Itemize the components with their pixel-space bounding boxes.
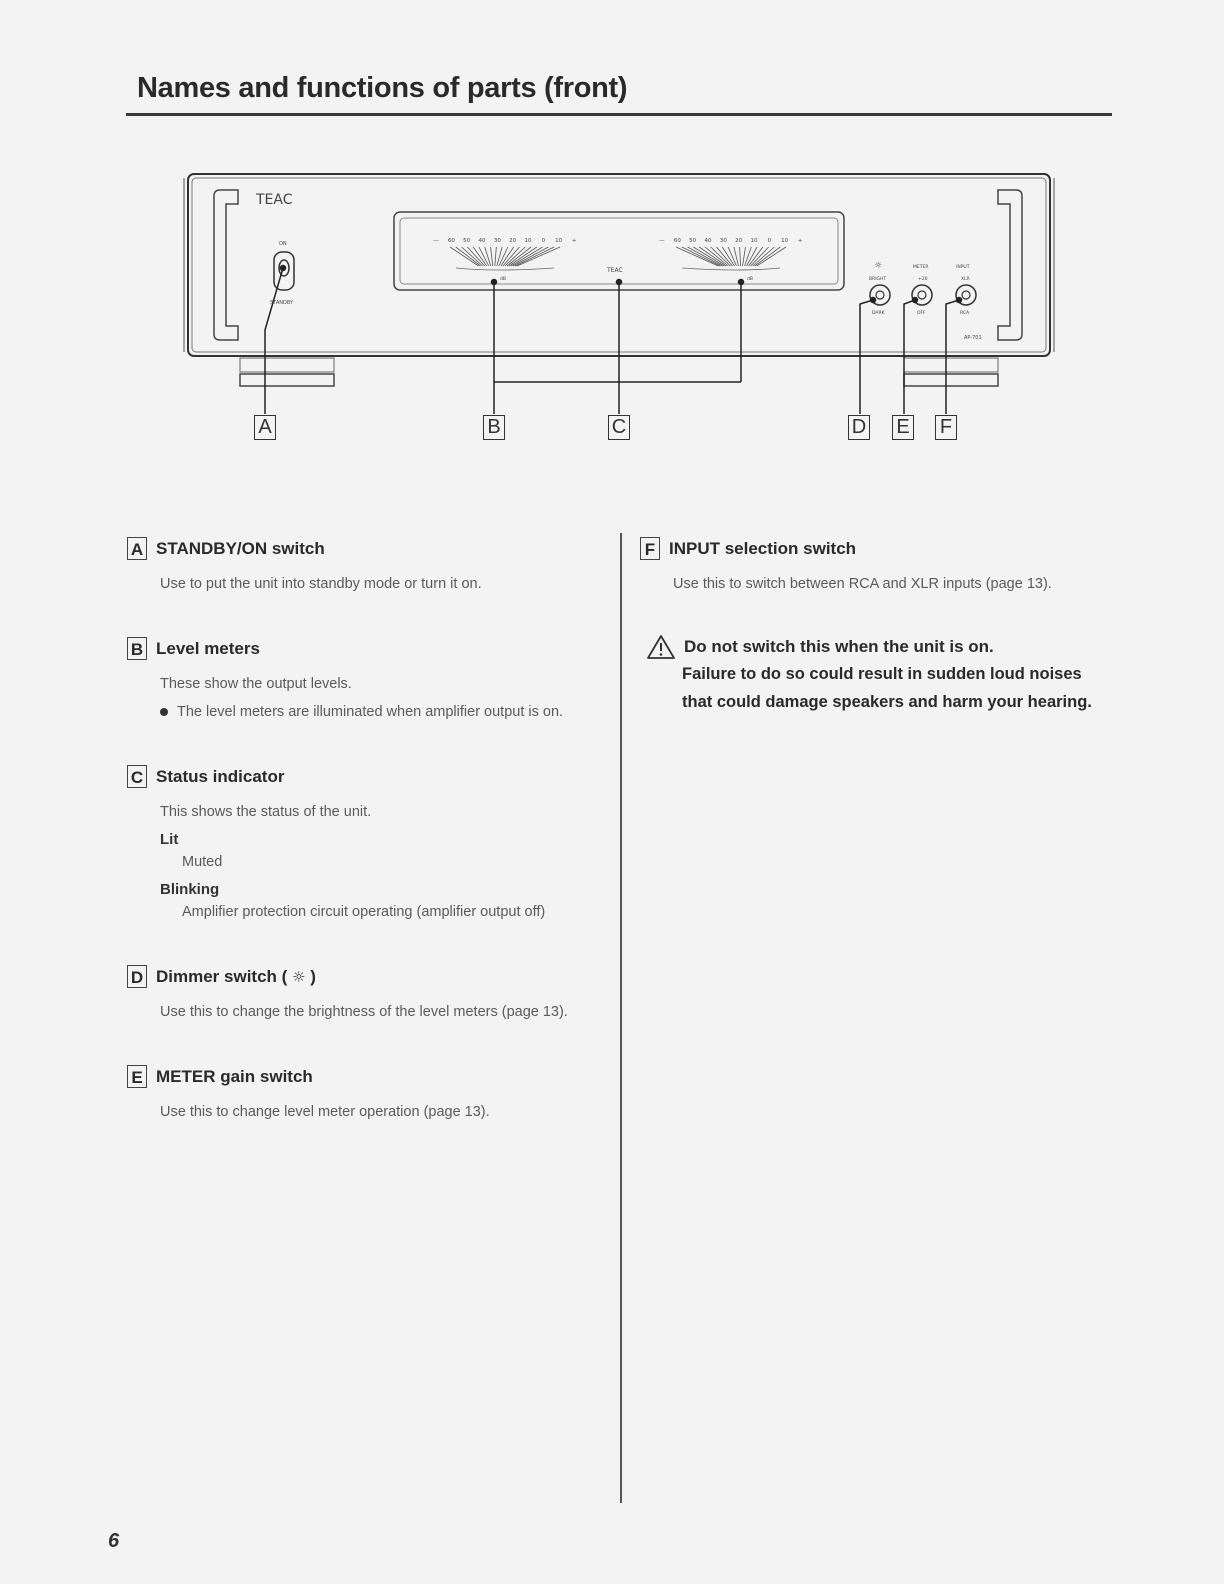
- dimmer-bottom-label: DARK: [872, 311, 885, 316]
- meter-scale-label: 0: [767, 238, 772, 244]
- meter-tick: [456, 247, 481, 266]
- meter-arc: [456, 268, 554, 270]
- meter-scale-label: +: [571, 238, 577, 244]
- left-foot: [240, 374, 334, 386]
- section-body: Use this to switch between RCA and XLR inputs (page 13).: [673, 576, 1052, 592]
- meter-scale-label: 30: [719, 238, 727, 244]
- section-title: Dimmer switch (: [156, 966, 288, 986]
- term-lit-desc: Muted: [182, 854, 223, 870]
- meter-tick: [515, 247, 554, 266]
- section-body: Use this to change level meter operation (page 13).: [160, 1104, 490, 1120]
- section-body: Use to put the unit into standby mode or turn it on.: [160, 576, 482, 592]
- meter-tick: [682, 247, 720, 266]
- meter-scale-label: 50: [463, 238, 471, 244]
- section-title: STANDBY/ON switch: [156, 538, 325, 558]
- section-body: This shows the status of the unit.: [160, 804, 372, 820]
- input-top-label: XLR: [961, 277, 970, 282]
- meter-scale-label: +: [797, 238, 803, 244]
- page-number: 6: [108, 1530, 120, 1552]
- section-letter: F: [640, 537, 660, 560]
- meter-db-label: dB: [747, 277, 753, 282]
- meter-bottom-label: OFF: [917, 311, 926, 316]
- warning-title: Do not switch this when the unit is on.: [684, 637, 994, 656]
- column-divider: [620, 533, 622, 1503]
- front-panel-diagram: [0, 0, 1224, 460]
- brand-logo: TEAC: [256, 192, 293, 208]
- meter-scale-label: 0: [541, 238, 546, 244]
- meter-tick: [676, 247, 718, 266]
- term-lit: Lit: [160, 831, 179, 848]
- right-handle: [998, 190, 1022, 340]
- section-title: METER gain switch: [156, 1066, 313, 1086]
- meter-tick: [751, 247, 769, 266]
- sun-icon: ☼: [874, 261, 883, 271]
- leader-lines: [265, 266, 962, 415]
- input-bottom-label: RCA: [960, 311, 970, 316]
- warning-triangle-icon: [646, 634, 676, 660]
- warning-line-2: that could damage speakers and harm your hearing.: [682, 693, 1092, 711]
- meter-scale-label: 20: [509, 238, 517, 244]
- input-title-label: INPUT: [956, 265, 970, 270]
- meter-scale-label: 20: [735, 238, 743, 244]
- section-letter: E: [127, 1065, 147, 1088]
- meter-scale-label: 10: [524, 238, 532, 244]
- meter-scale-label: —: [433, 238, 439, 244]
- callout-b: B: [483, 415, 505, 440]
- meter-db-label: dB: [500, 277, 506, 282]
- section-title: Level meters: [156, 638, 260, 658]
- meter-tick: [513, 247, 548, 266]
- meter-tick: [740, 247, 741, 266]
- callout-e: E: [892, 415, 914, 440]
- section-meter-gain-switch: [127, 1065, 490, 1122]
- section-letter: A: [127, 537, 147, 560]
- meter-tick: [734, 247, 739, 266]
- meter-scale-label: 40: [478, 238, 486, 244]
- meter-tick: [755, 247, 780, 266]
- meter-scale-label: 10: [555, 238, 563, 244]
- section-title: INPUT selection switch: [669, 538, 857, 558]
- meter-tick: [467, 247, 484, 266]
- sun-icon: ☼: [292, 967, 306, 986]
- section-letter: B: [127, 637, 147, 660]
- section-letter: C: [127, 765, 147, 788]
- meter-tick: [743, 247, 746, 266]
- callout-c: C: [608, 415, 630, 440]
- bullet-text: The level meters are illuminated when amplifier output is on.: [177, 704, 564, 720]
- meter-tick: [485, 247, 491, 266]
- meter-scale-label: 60: [673, 238, 681, 244]
- section-title: Status indicator: [156, 766, 285, 786]
- power-standby-label: STANDBY: [270, 300, 294, 306]
- callout-f: F: [935, 415, 957, 440]
- meter-top-label: +20: [918, 277, 928, 282]
- section-body: Use this to change the brightness of the level meters (page 13).: [160, 1004, 568, 1020]
- callout-a: A: [254, 415, 276, 440]
- meter-scale-label: 40: [704, 238, 712, 244]
- section-title-end: ): [310, 966, 316, 986]
- meter-scale-label: 30: [493, 238, 501, 244]
- meter-scale-label: 60: [447, 238, 455, 244]
- right-level-meter: [659, 238, 802, 282]
- left-handle: [214, 190, 238, 340]
- meter-scale-label: 10: [750, 238, 758, 244]
- meter-tick: [501, 247, 514, 266]
- callout-d: D: [848, 415, 870, 440]
- meter-tick: [497, 247, 502, 266]
- term-blinking-desc: Amplifier protection circuit operating (amplifier output off): [182, 904, 546, 920]
- section-status-indicator: [127, 765, 545, 922]
- page-title: Names and functions of parts (front): [137, 72, 628, 104]
- section-dimmer-switch: [127, 965, 568, 1022]
- power-on-label: ON: [279, 241, 287, 247]
- section-body: These show the output levels.: [160, 676, 352, 692]
- section-letter: D: [127, 965, 147, 988]
- model-label: AP-701: [964, 335, 982, 341]
- left-level-meter: [433, 238, 576, 282]
- meter-scale-label: 10: [781, 238, 789, 244]
- meter-tick: [499, 247, 508, 266]
- meter-scale-label: 50: [689, 238, 697, 244]
- meter-scale-label: —: [659, 238, 665, 244]
- bullet-icon: [160, 708, 168, 716]
- section-standby-switch: [127, 537, 482, 594]
- meter-tick: [491, 247, 493, 266]
- dimmer-top-label: BRIGHT: [869, 277, 887, 282]
- meter-title-label: METER: [913, 265, 929, 270]
- warning-line-1: Failure to do so could result in sudden loud noises: [682, 665, 1082, 683]
- meter-arc: [682, 268, 780, 270]
- warning-block: [646, 634, 1092, 716]
- meter-logo: TEAC: [607, 267, 623, 274]
- meter-tick: [495, 247, 497, 266]
- section-input-selection-switch: [640, 537, 1052, 594]
- term-blinking: Blinking: [160, 881, 220, 898]
- right-foot: [904, 374, 998, 386]
- section-level-meters: [127, 637, 563, 722]
